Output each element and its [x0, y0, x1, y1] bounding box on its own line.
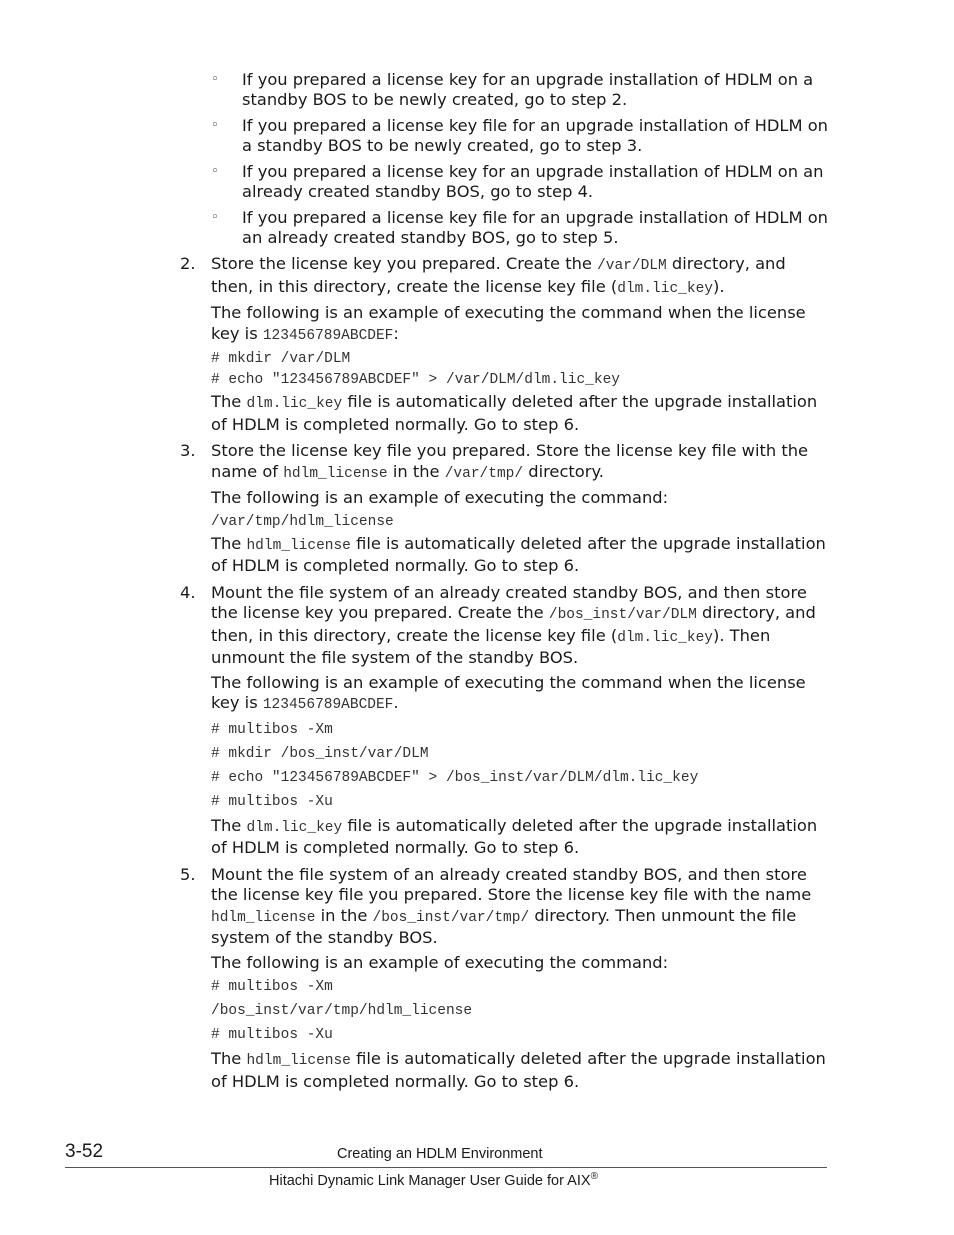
- page-number: 3-52: [65, 1141, 104, 1162]
- step-5: [180, 865, 830, 1093]
- step-note: [211, 534, 830, 577]
- code-line: /var/tmp/hdlm_license: [211, 513, 394, 530]
- step-2: [180, 254, 830, 435]
- step-instruction: [211, 865, 830, 949]
- inline-code: /var/tmp/: [444, 465, 524, 482]
- step-number: 5.: [180, 864, 196, 884]
- text: Mount the file system of an already created standby BOS, and then store the license key you prepared. Create the: [211, 582, 807, 622]
- code-line: /bos_inst/var/tmp/hdlm_license: [211, 1003, 473, 1019]
- book-title: [269, 1171, 598, 1189]
- text: in the: [387, 461, 445, 481]
- code-line: # echo "123456789ABCDEF" > /var/DLM/dlm.lic_key: [211, 372, 620, 388]
- example-intro: [211, 673, 830, 716]
- code-line: # mkdir /bos_inst/var/DLM: [211, 745, 429, 762]
- bullet-marker: ◦: [211, 118, 219, 133]
- bullet-marker: ◦: [211, 164, 219, 179]
- inline-code: hdlm_license: [211, 909, 316, 926]
- inline-code: /bos_inst/var/DLM: [548, 607, 697, 623]
- example-intro: The following is an example of executing the command:: [211, 488, 669, 507]
- text: file is automatically deleted after the upgrade installation of HDLM is completed normally. Go to step 6.: [211, 1049, 826, 1091]
- bullet-marker: ◦: [211, 72, 219, 87]
- inline-code: /var/DLM: [597, 258, 667, 274]
- text: Mount the file system of an already created standby BOS, and then store the license key file you prepared. Store the license key file with the name: [211, 864, 812, 904]
- example-intro: The following is an example of executing the command:: [211, 952, 669, 972]
- example-intro: [211, 303, 830, 346]
- text: .: [393, 693, 399, 712]
- code-line: # multibos -Xm: [211, 979, 333, 995]
- step-number: 2.: [180, 254, 196, 273]
- text: The: [211, 1049, 247, 1068]
- inline-code: dlm.lic_key: [617, 280, 713, 297]
- bullet-text: If you prepared a license key file for an upgrade installation of HDLM on an already created standby BOS, go to step 5.: [242, 208, 828, 247]
- step-note: [211, 816, 830, 859]
- inline-code: hdlm_license: [246, 1053, 351, 1069]
- text: The following is an example of executing the command when the license key is: [211, 672, 806, 712]
- text: file is automatically deleted after the upgrade installation of HDLM is completed normally. Go to step 6.: [211, 533, 826, 575]
- step-note: [211, 1049, 830, 1092]
- bullet-item: [211, 70, 831, 110]
- code-line: # multibos -Xu: [211, 1027, 333, 1043]
- step-instruction: [211, 441, 830, 484]
- bullet-marker: ◦: [211, 210, 219, 225]
- inline-code: 123456789ABCDEF: [262, 327, 394, 344]
- inline-code: hdlm_license: [283, 465, 388, 482]
- bullet-text: If you prepared a license key for an upgrade installation of HDLM on an already created standby BOS, go to step 4.: [242, 162, 824, 201]
- bullet-list: [211, 70, 831, 254]
- step-number: 4.: [180, 582, 196, 602]
- inline-code: 123456789ABCDEF: [262, 697, 394, 713]
- step-3: [180, 441, 830, 577]
- code-line: # multibos -Xm: [211, 721, 333, 738]
- code-line: # echo "123456789ABCDEF" > /bos_inst/var/DLM/dlm.lic_key: [211, 769, 699, 786]
- text: directory, and then, in this directory, create the license key file (: [211, 603, 816, 645]
- step-list: [180, 254, 830, 1098]
- bullet-item: [211, 208, 831, 248]
- footer-divider: [65, 1167, 827, 1168]
- text: Store the license key file you prepared. Store the license key file with the name of: [211, 441, 809, 481]
- text: in the: [315, 905, 373, 925]
- text: directory, and then, in this directory, create the license key file (: [211, 254, 786, 296]
- bullet-text: If you prepared a license key for an upgrade installation of HDLM on a standby BOS to be newly created, go to step 2.: [242, 70, 814, 109]
- book-title-text: Hitachi Dynamic Link Manager User Guide for AIX: [269, 1172, 591, 1189]
- text: The: [211, 815, 247, 835]
- section-title: Creating an HDLM Environment: [337, 1146, 543, 1162]
- step-instruction: [211, 583, 830, 669]
- step-4: [180, 583, 830, 859]
- code-line: # mkdir /var/DLM: [211, 351, 351, 367]
- text: The: [211, 392, 247, 411]
- text: directory.: [523, 461, 604, 481]
- step-number: 3.: [180, 441, 196, 460]
- step-instruction: [211, 254, 830, 299]
- text: file is automatically deleted after the upgrade installation of HDLM is completed normally. Go to step 6.: [211, 392, 818, 434]
- code-line: # multibos -Xu: [211, 793, 333, 810]
- text: Store the license key you prepared. Create the: [211, 254, 598, 273]
- text: directory. Then unmount the file system of the standby BOS.: [211, 905, 797, 947]
- inline-code: dlm.lic_key: [246, 396, 343, 412]
- inline-code: dlm.lic_key: [617, 629, 713, 646]
- step-note: [211, 392, 830, 435]
- bullet-item: [211, 116, 831, 156]
- registered-mark: ®: [590, 1171, 598, 1182]
- text: file is automatically deleted after the upgrade installation of HDLM is completed normally. Go to step 6.: [211, 815, 818, 857]
- inline-code: /bos_inst/var/tmp/: [372, 909, 530, 926]
- text: :: [393, 323, 399, 343]
- text: The following is an example of executing the command when the license key is: [211, 303, 806, 343]
- bullet-text: If you prepared a license key file for an upgrade installation of HDLM on a standby BOS to be newly created, go to step 3.: [242, 116, 828, 155]
- inline-code: hdlm_license: [246, 537, 351, 554]
- bullet-item: [211, 162, 831, 202]
- inline-code: dlm.lic_key: [246, 819, 343, 836]
- text: The: [211, 533, 247, 553]
- text: ). Then unmount the file system of the standby BOS.: [211, 625, 771, 667]
- text: ).: [712, 276, 725, 296]
